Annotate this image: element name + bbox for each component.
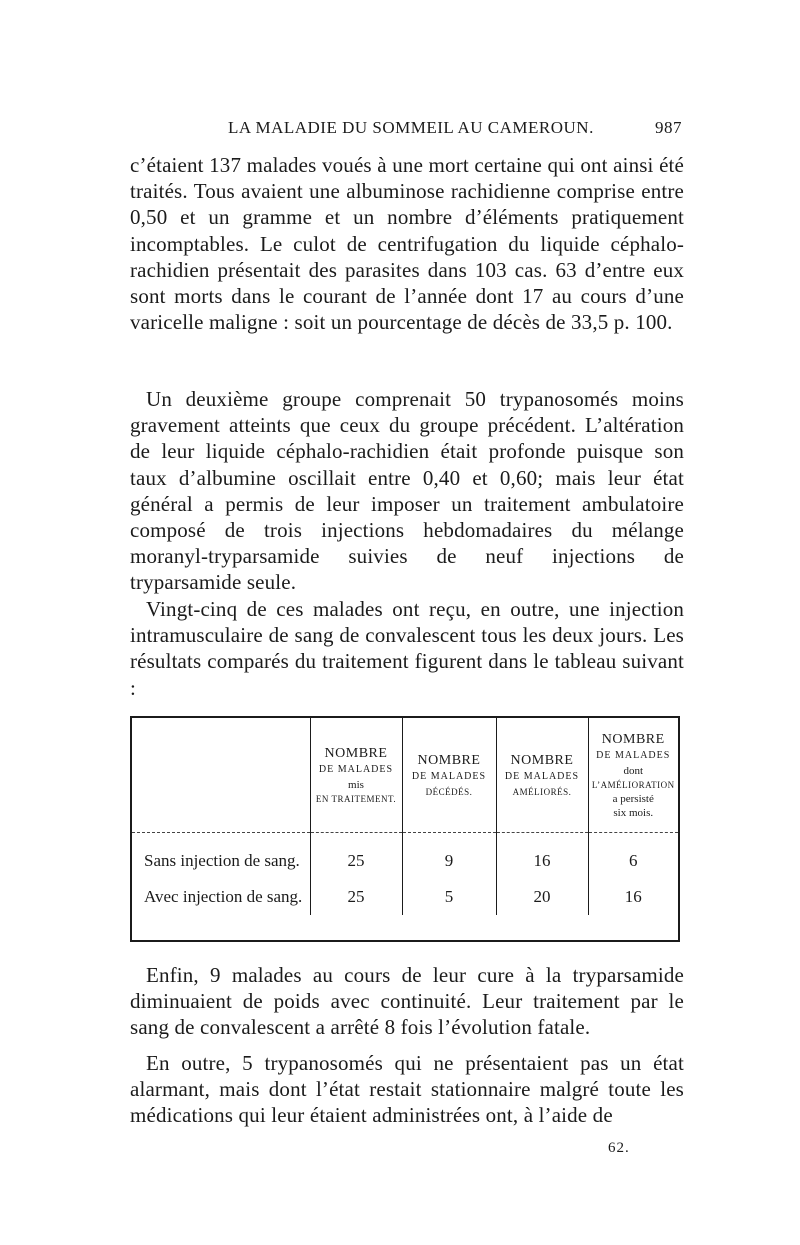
header-persisted-line6: six mois. — [613, 806, 654, 819]
paragraph-3: Vingt-cinq de ces malades ont reçu, en outre, une injection intramusculaire de sang de convalescent tous les deux jours. Les résultats comparés du traitement figurent dans le tableau suivant : — [130, 597, 684, 700]
table-header-row — [132, 718, 678, 833]
table-header-deceased — [402, 718, 496, 833]
header-improved-main: NOMBRE — [510, 752, 574, 768]
cell-persisted: 6 — [588, 833, 678, 880]
header-persisted-sub: DE MALADES — [596, 749, 671, 761]
running-header — [132, 118, 682, 142]
cell-persisted: 16 — [588, 879, 678, 915]
cell-improved: 20 — [496, 879, 588, 915]
table-row — [132, 879, 678, 915]
paragraph-4: Enfin, 9 malades au cours de leur cure à la tryparsamide diminuaient de poids avec continuité. Leur traitement par le sang de convalescent a arrêté 8 fois l’évolution fatale. — [130, 963, 684, 1040]
header-treated-line3: mis — [348, 778, 364, 791]
paragraph-5: En outre, 5 trypanosomés qui ne présentaient pas un état alarmant, mais dont l’état restait stationnaire malgré toute les médications qui leur étaient administrées ont, à l’aide de — [130, 1051, 684, 1128]
results-table — [130, 716, 680, 942]
header-improved-sub: DE MALADES — [504, 770, 580, 782]
row-label-without-blood: Sans injection de sang. — [144, 851, 300, 870]
paragraph-2: Un deuxième groupe comprenait 50 trypanosomés moins gravement atteints que ceux du groupe précédent. L’altération de leur liquide céphalo-rachidien était profonde puisque son taux d’albumine oscillait entre 0,40 et 0,60; mais leur état général a permis de leur imposer un traitement ambulatoire composé de trois injections hebdomadaires du mélange moranyl-tryparsamide suivies de neuf injections de tryparsamide seule. — [130, 387, 684, 595]
paragraph-1: c’étaient 137 malades voués à une mort certaine qui ont ainsi été traités. Tous avaient une albuminose rachidienne comprise entre 0,50 et un gramme et un nombre d’éléments pratiquement incomptables. Le culot de centrifugation du liquide céphalo-rachidien présentait des parasites dans 103 cas. 63 d’entre eux sont morts dans le courant de l’année dont 17 au cours d’une varicelle maligne : soit un pourcentage de décès de 33,5 p. 100. — [130, 153, 684, 335]
table-header-blank — [132, 718, 310, 833]
header-deceased-line3: DÉCÉDÉS. — [425, 786, 473, 797]
header-improved-line3: AMÉLIORÉS. — [512, 786, 572, 797]
row-label-with-blood: Avec injection de sang. — [144, 887, 303, 906]
header-persisted-line4: L’AMÉLIORATION — [591, 779, 675, 790]
header-treated-main: NOMBRE — [324, 745, 388, 761]
cell-deceased: 5 — [402, 879, 496, 915]
cell-improved: 16 — [496, 833, 588, 880]
table-header-improved — [496, 718, 588, 833]
header-treated-sub: DE MALADES — [318, 763, 394, 775]
running-title: LA MALADIE DU SOMMEIL AU CAMEROUN. — [228, 118, 594, 137]
header-deceased-main: NOMBRE — [417, 752, 481, 768]
header-persisted-line5: a persisté — [612, 792, 654, 805]
header-treated-line4: EN TRAITEMENT. — [315, 793, 397, 804]
cell-deceased: 9 — [402, 833, 496, 880]
table-header-persisted — [588, 718, 678, 833]
table-row — [132, 833, 678, 880]
cell-treated: 25 — [310, 879, 402, 915]
results-table-grid — [132, 718, 678, 915]
header-persisted-main: NOMBRE — [601, 731, 665, 747]
header-persisted-line3: dont — [623, 764, 644, 777]
page-number: 987 — [655, 118, 682, 137]
header-deceased-sub: DE MALADES — [411, 770, 487, 782]
table-header-treated — [310, 718, 402, 833]
cell-treated: 25 — [310, 833, 402, 880]
signature-mark: 62. — [608, 1140, 630, 1156]
